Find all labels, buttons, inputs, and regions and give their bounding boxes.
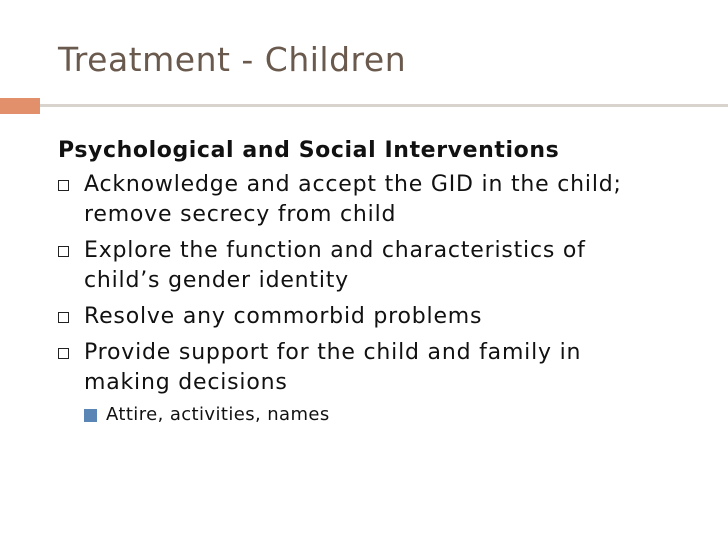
square-bullet-icon bbox=[58, 312, 69, 323]
bullet-text-line2: remove secrecy from child bbox=[84, 202, 397, 227]
bullet-text-line1: Acknowledge and accept the GID in the child; bbox=[84, 172, 622, 197]
slide-content bbox=[58, 136, 708, 434]
bullet-text-line2: making decisions bbox=[84, 370, 288, 395]
bullet-text-line2: child’s gender identity bbox=[84, 268, 349, 293]
bullet-item bbox=[58, 338, 708, 428]
bullet-text-line1: Resolve any commorbid problems bbox=[84, 304, 483, 329]
title-accent-bar bbox=[0, 98, 40, 114]
sub-bullet-item bbox=[84, 402, 708, 428]
bullet-item bbox=[58, 170, 708, 230]
bullet-text-line1: Explore the function and characteristics of bbox=[84, 238, 586, 263]
bullet-list bbox=[58, 170, 708, 428]
bullet-item bbox=[58, 236, 708, 296]
bullet-item bbox=[58, 302, 708, 332]
section-heading: Psychological and Social Interventions bbox=[58, 138, 560, 163]
sub-bullet-list bbox=[84, 402, 708, 428]
filled-square-bullet-icon bbox=[84, 409, 97, 422]
square-bullet-icon bbox=[58, 348, 69, 359]
square-bullet-icon bbox=[58, 246, 69, 257]
sub-bullet-text: Attire, activities, names bbox=[106, 404, 330, 425]
slide-title: Treatment - Children bbox=[58, 40, 407, 79]
bullet-text-line1: Provide support for the child and family in bbox=[84, 340, 582, 365]
square-bullet-icon bbox=[58, 180, 69, 191]
title-divider bbox=[40, 104, 728, 107]
